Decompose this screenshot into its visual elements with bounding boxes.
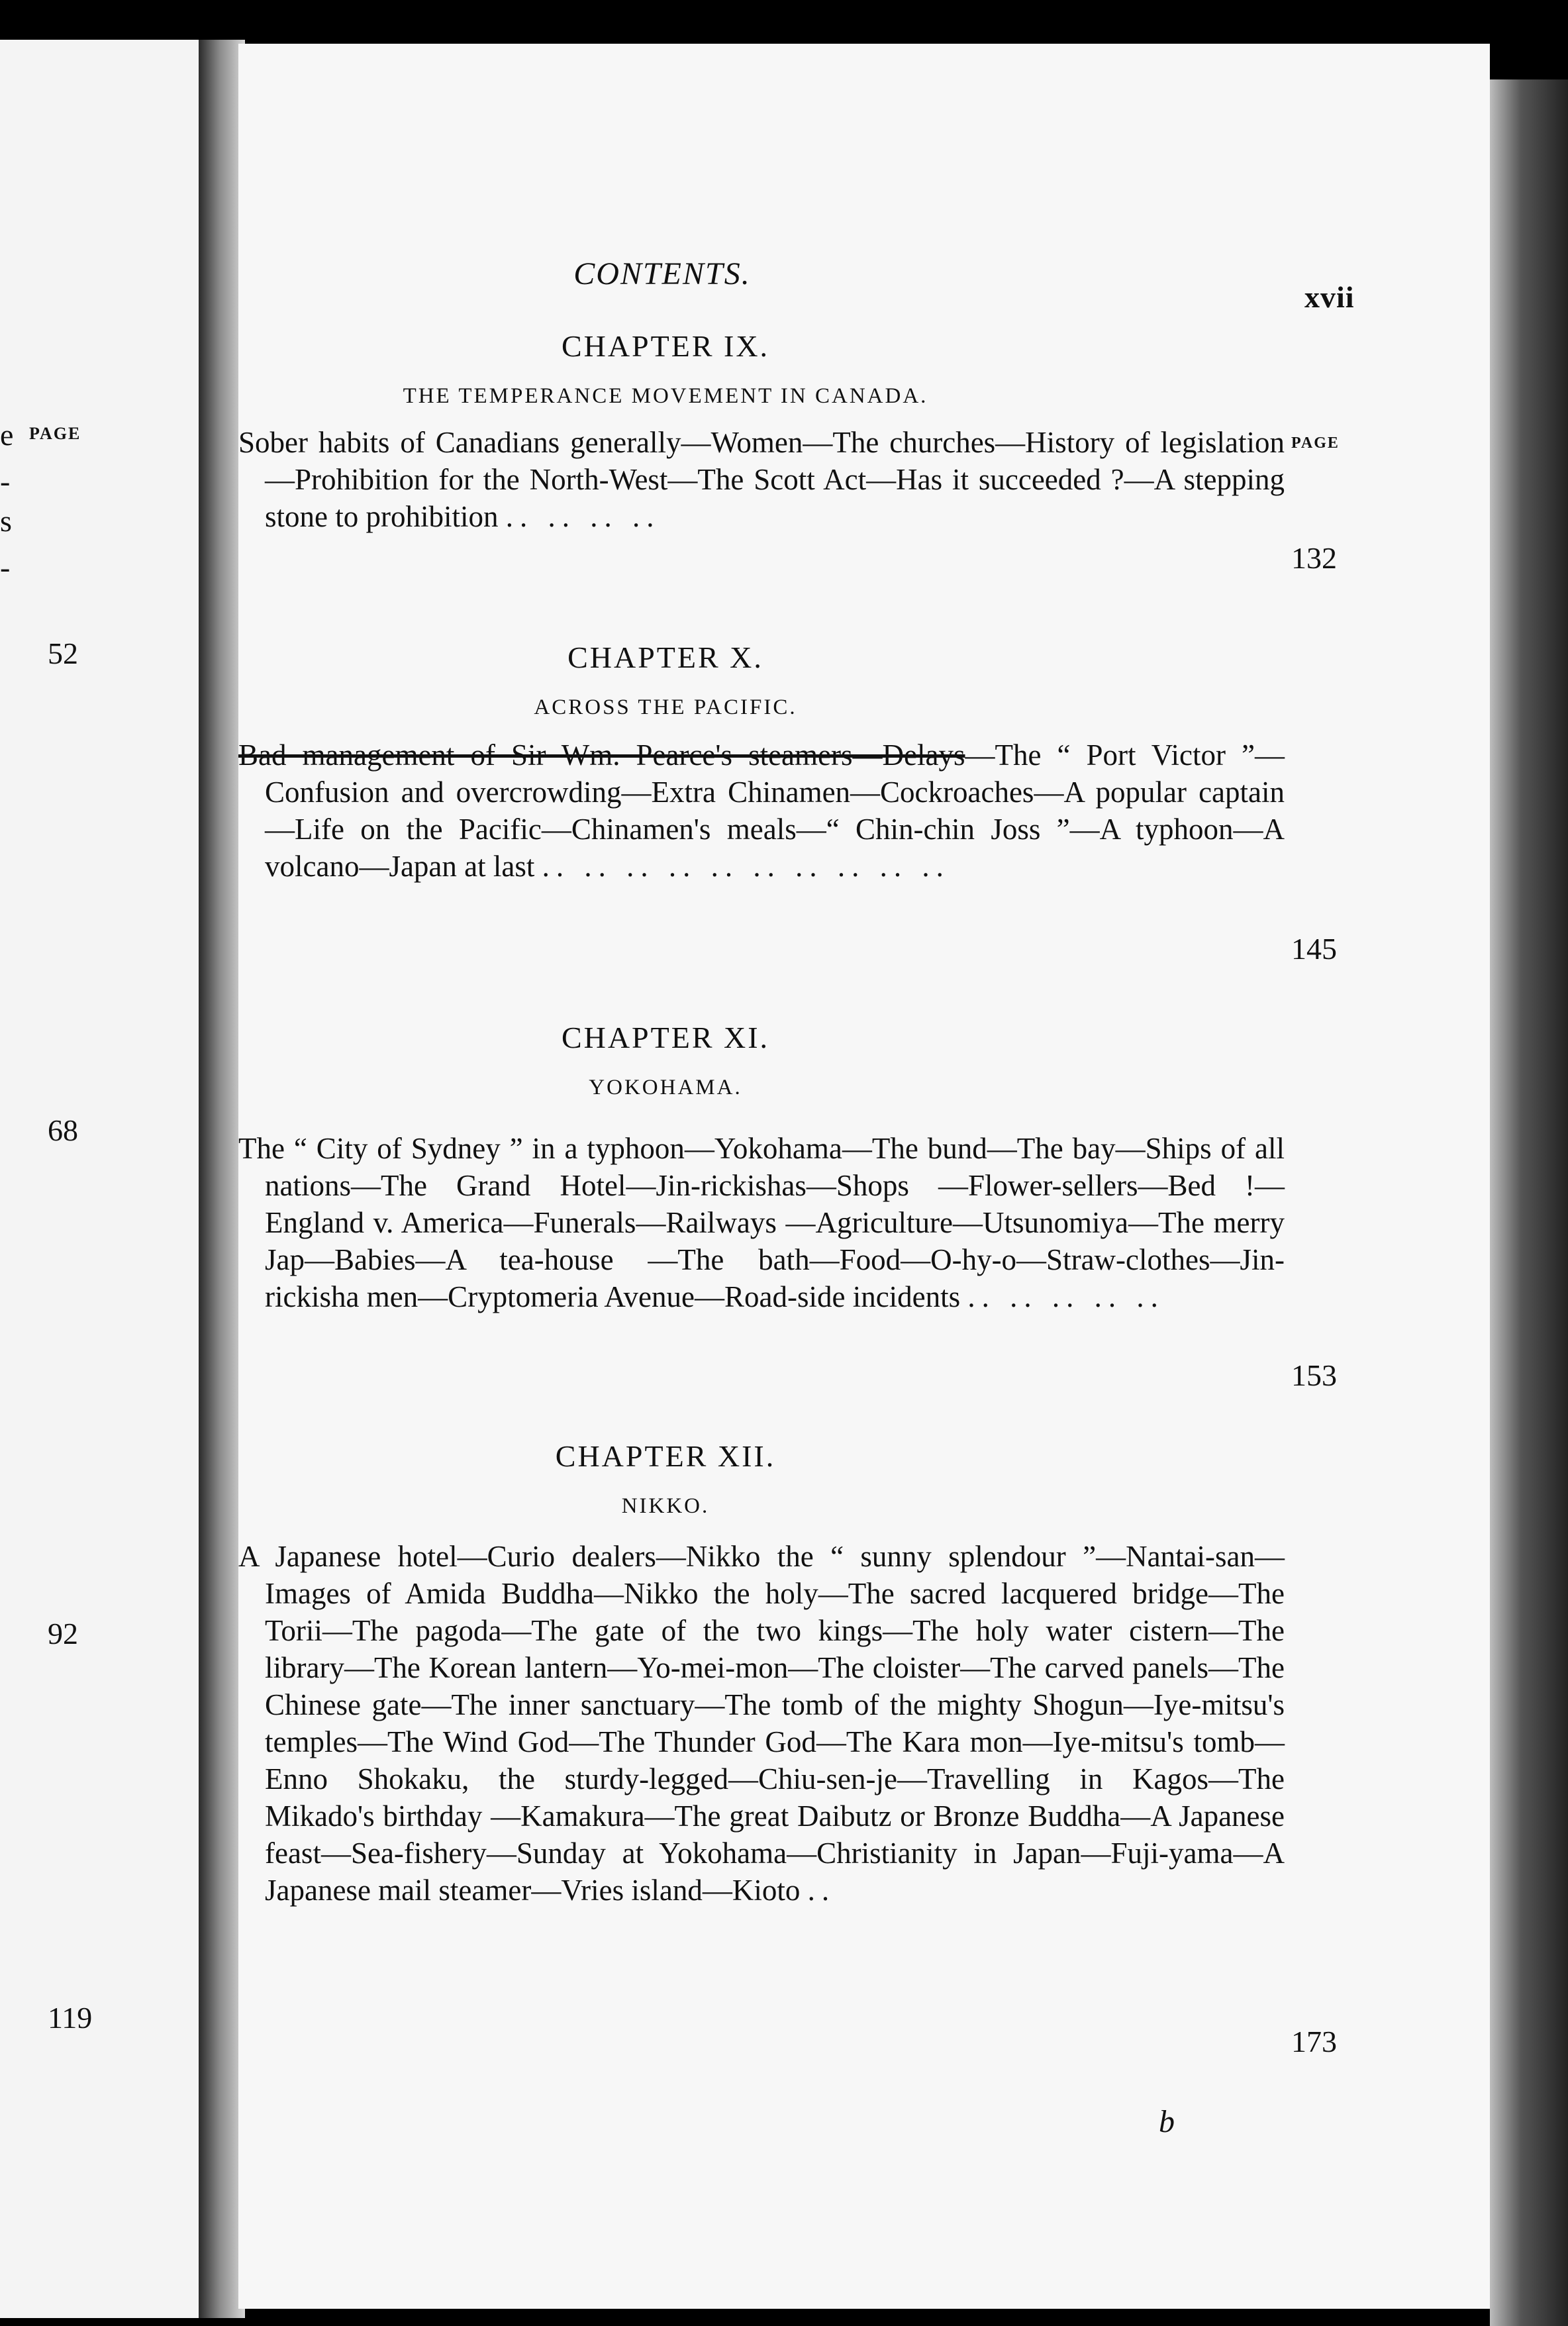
chapter-summary: [238, 1130, 1285, 1315]
facing-page-fragment: -: [0, 464, 11, 498]
chapter-title: CHAPTER XI.: [561, 1021, 770, 1054]
contents-page: [238, 44, 1490, 2309]
dot-leader: .. .. .. ..: [505, 500, 661, 533]
chapter-summary: [238, 1538, 1285, 1909]
chapter-subtitle: THE TEMPERANCE MOVEMENT IN CANADA.: [403, 384, 928, 408]
facing-page-number: 52: [48, 636, 78, 670]
summary-text: Sober habits of Canadians generally—Women—The churches—History of legislation—Prohibition for the North-West—The Scott Act—Has it succeeded ?—A stepping stone to prohibition: [238, 426, 1285, 533]
summary-text: A Japanese hotel—Curio dealers—Nikko the “ sunny splendour ”—Nantai-san—Images of Amida Buddha—Nikko the holy—The sacred lacquered bridge—The Torii—The pagoda—The gate of the two kings—The holy water cistern—The library—The Korean lantern—Yo-mei-mon—The cloister—The carved panels—The Chinese gate—The inner sanctuary—The tomb of the mighty Shogun—Iye-mitsu's temples—The Wind God—The Thunder God—The Kara mon—Iye-mitsu's tomb—Enno Shokaku, the sturdy-legged—Chiu-sen-je—Travelling in Kagos—The Mikado's birthday —Kamakura—The great Daibutz or Bronze Buddha—A Japanese feast—Sea-fishery—Sunday at Yokohama—Christianity in Japan—Fuji-yama—A Japanese mail steamer—Vries island—Kioto: [238, 1540, 1285, 1907]
facing-page-number: 92: [48, 1617, 78, 1650]
summary-text: The “ City of Sydney ” in a typhoon—Yokohama—The bund—The bay—Ships of all nations—The Grand Hotel—Jin-rickishas—Shops —Flower-sellers—Bed !—England v. America—Funerals—Railways —Agriculture—Utsunomiya—The merry Jap—Babies—A tea-house —The bath—Food—O-hy-o—Straw-clothes—Jin-rickisha men—Cryptomeria Avenue—Road-side incidents: [238, 1132, 1285, 1313]
chapter-title: CHAPTER IX.: [561, 329, 770, 363]
facing-page-fragment: e: [0, 418, 14, 452]
chapter-subtitle: YOKOHAMA.: [589, 1076, 742, 1099]
facing-page-fragment: -: [0, 550, 11, 584]
chapter-summary: [238, 424, 1285, 535]
dot-leader: .. .. .. .. ..: [967, 1280, 1165, 1313]
struck-through-text: Bad management of Sir Wm. Pearce's steamers—Delays: [238, 738, 965, 772]
chapter-summary: [238, 736, 1285, 885]
facing-page-fragment: s: [0, 504, 12, 538]
chapter-title: CHAPTER XII.: [555, 1439, 776, 1473]
facing-page-number: 119: [48, 2001, 93, 2035]
page-number: 145: [1291, 932, 1337, 966]
running-head: CONTENTS.: [573, 256, 751, 291]
folio: xvii: [1304, 280, 1355, 314]
page-column-label: PAGE: [1291, 434, 1340, 452]
facing-page-label: PAGE: [29, 424, 81, 443]
chapter-subtitle: NIKKO.: [621, 1494, 710, 1518]
dot-leader: .. .. .. .. .. .. .. .. .. ..: [542, 850, 950, 883]
page-number: 153: [1291, 1358, 1337, 1392]
summary-text: —The “ Port Victor ”—Confusion and overcrowding—Extra Chinamen—Cockroaches—A popular captain—Life on the Pacific—Chinamen's meals—“ Chin-chin Joss ”—A typhoon—A volcano—Japan at last: [265, 738, 1285, 883]
page-number: 173: [1291, 2025, 1337, 2058]
signature-mark: b: [1159, 2104, 1175, 2139]
facing-page-number: 68: [48, 1113, 78, 1147]
page-number: 132: [1291, 541, 1337, 575]
dot-leader: ..: [807, 1874, 836, 1907]
facing-page: [0, 40, 199, 2318]
chapter-subtitle: ACROSS THE PACIFIC.: [534, 695, 797, 719]
page-edge: [1490, 79, 1568, 2326]
chapter-title: CHAPTER X.: [567, 640, 763, 674]
